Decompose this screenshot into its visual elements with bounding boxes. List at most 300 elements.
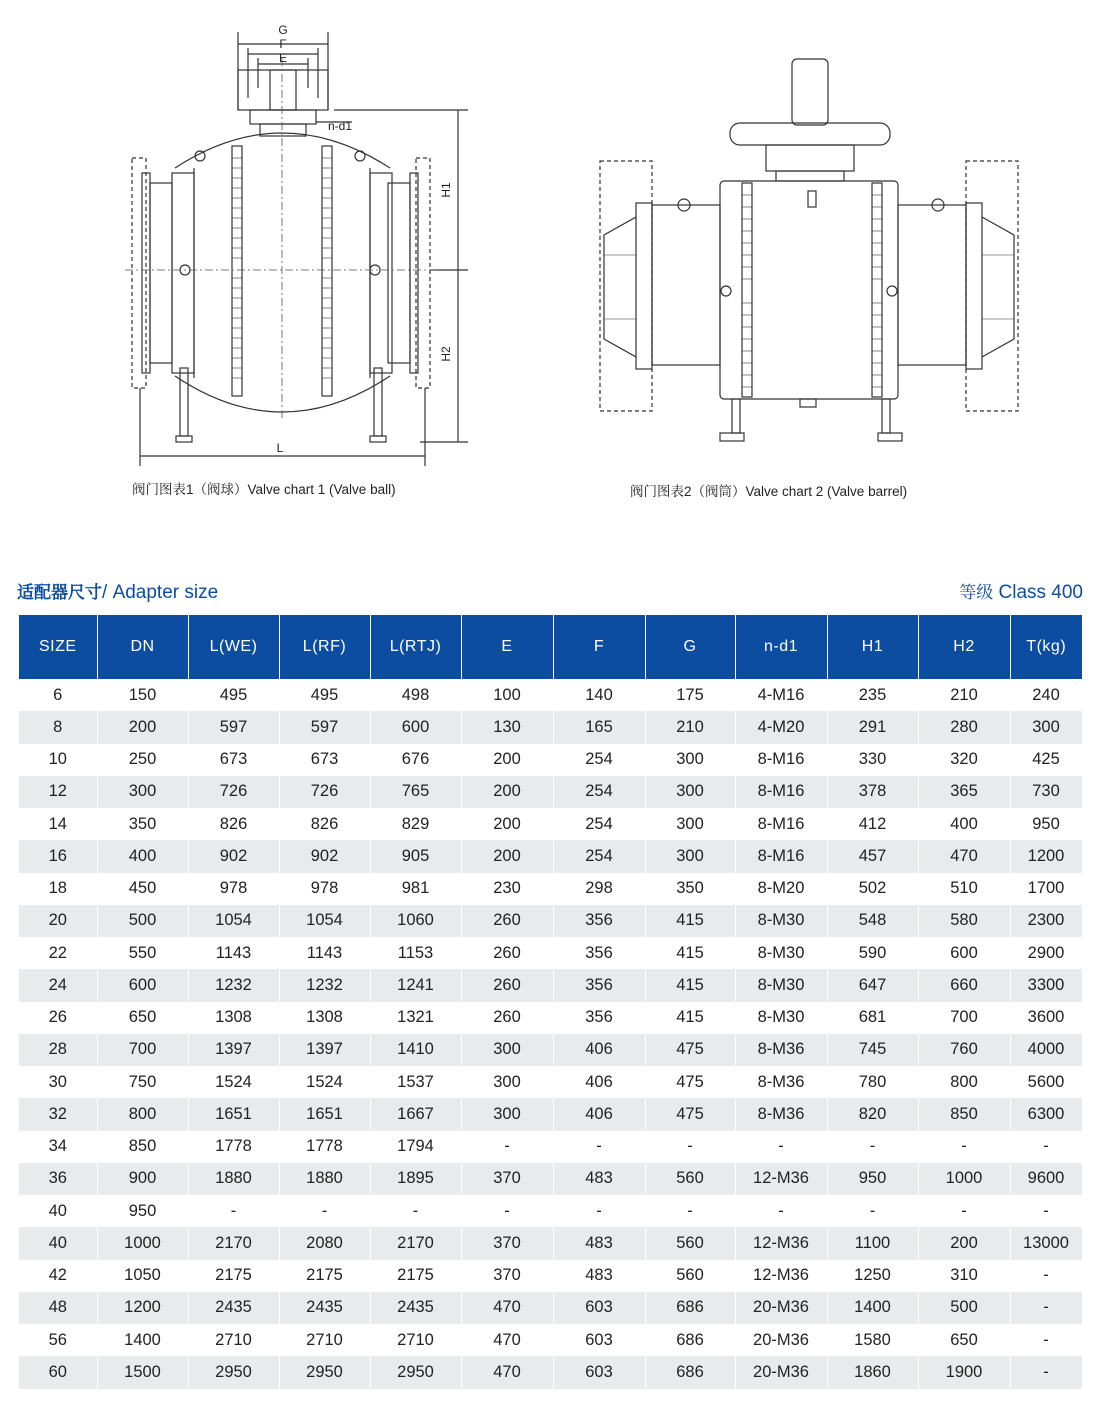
table-cell: 550 [97,937,188,969]
table-cell: 1880 [279,1163,370,1195]
table-cell: 2435 [279,1292,370,1324]
table-cell: 1524 [188,1066,279,1098]
table-cell: 415 [645,969,735,1001]
table-cell: 1054 [279,905,370,937]
table-cell: 495 [279,679,370,711]
column-header: H1 [827,615,918,679]
table-cell: 730 [1010,776,1082,808]
table-cell: 300 [645,840,735,872]
table-cell: 580 [918,905,1010,937]
table-cell: 406 [553,1098,645,1130]
table-cell: 470 [461,1292,553,1324]
table-cell: 300 [1010,711,1082,743]
column-header: n-d1 [735,615,827,679]
title-en: Adapter size [112,582,219,603]
table-cell: 2710 [279,1324,370,1356]
table-cell: 457 [827,840,918,872]
table-cell: 370 [461,1260,553,1292]
table-cell: 8-M30 [735,937,827,969]
table-cell: 760 [918,1034,1010,1066]
table-cell: 4-M16 [735,679,827,711]
table-cell: 370 [461,1227,553,1259]
table-cell: 298 [553,873,645,905]
table-cell: 1397 [188,1034,279,1066]
table-cell: 495 [188,679,279,711]
adapter-size-table [19,615,1083,1389]
table-cell: 820 [827,1098,918,1130]
table-cell: 415 [645,1002,735,1034]
table-cell: 260 [461,1002,553,1034]
table-cell: 1410 [370,1034,461,1066]
table-cell: 350 [97,808,188,840]
dim-e-label: E [278,51,288,65]
table-cell: 603 [553,1324,645,1356]
table-cell: 597 [188,711,279,743]
table-cell: 500 [97,905,188,937]
table-cell: - [1010,1260,1082,1292]
dim-h1-label: H1 [439,182,453,198]
table-cell: 8-M30 [735,905,827,937]
column-header: E [461,615,553,679]
table-cell: 291 [827,711,918,743]
table-cell: 412 [827,808,918,840]
table-cell: 42 [19,1260,97,1292]
table-cell: 280 [918,711,1010,743]
table-cell: 200 [461,776,553,808]
table-cell: 650 [97,1002,188,1034]
table-cell: 356 [553,905,645,937]
valve-ball-caption: 阀门图表1（阀球）Valve chart 1 (Valve ball) [132,482,396,497]
table-cell: 603 [553,1292,645,1324]
table-cell: 425 [1010,744,1082,776]
table-cell: 1500 [97,1356,188,1388]
table-cell: 726 [188,776,279,808]
table-cell: 2080 [279,1227,370,1259]
table-cell: 8 [19,711,97,743]
table-cell: 300 [461,1098,553,1130]
table-row [19,937,1082,969]
table-cell: 356 [553,937,645,969]
table-cell: 240 [1010,679,1082,711]
column-header: H2 [918,615,1010,679]
valve-barrel-svg [590,55,1030,450]
table-cell: 826 [188,808,279,840]
table-cell: 1200 [1010,840,1082,872]
table-cell: 1143 [188,937,279,969]
table-cell: 800 [97,1098,188,1130]
table-cell: 260 [461,969,553,1001]
table-cell: 300 [461,1034,553,1066]
table-cell: 300 [645,744,735,776]
table-cell: 686 [645,1356,735,1388]
table-cell: 20 [19,905,97,937]
table-cell: 254 [553,776,645,808]
table-cell: 406 [553,1066,645,1098]
table-cell: 12-M36 [735,1227,827,1259]
table-row [19,776,1082,808]
table-cell: 200 [461,744,553,776]
table-cell: 1900 [918,1356,1010,1388]
table-cell: 254 [553,744,645,776]
table-cell: 475 [645,1034,735,1066]
table-cell: 902 [279,840,370,872]
table-cell: 8-M30 [735,969,827,1001]
column-header: DN [97,615,188,679]
table-cell: 1778 [279,1131,370,1163]
table-cell: 260 [461,905,553,937]
table-cell: 8-M16 [735,776,827,808]
table-cell: 600 [370,711,461,743]
table-cell: - [461,1195,553,1227]
table-cell: 24 [19,969,97,1001]
table-cell: 1580 [827,1324,918,1356]
table-cell: 978 [279,873,370,905]
table-cell: 660 [918,969,1010,1001]
table-cell: 378 [827,776,918,808]
table-cell: 2175 [188,1260,279,1292]
table-cell: 200 [97,711,188,743]
table-cell: 1000 [918,1163,1010,1195]
table-cell: 4-M20 [735,711,827,743]
table-cell: - [1010,1195,1082,1227]
table-cell: - [1010,1324,1082,1356]
table-cell: - [1010,1292,1082,1324]
table-row [19,1356,1082,1388]
table-cell: 4000 [1010,1034,1082,1066]
table-cell: 850 [97,1131,188,1163]
table-cell: 500 [918,1292,1010,1324]
table-cell: 200 [461,808,553,840]
table-cell: 12-M36 [735,1163,827,1195]
table-cell: 365 [918,776,1010,808]
table-cell: 726 [279,776,370,808]
table-cell: 260 [461,937,553,969]
table-cell: 250 [97,744,188,776]
table-row [19,1131,1082,1163]
table-cell: 905 [370,840,461,872]
table-cell: 2950 [188,1356,279,1388]
table-cell: 40 [19,1195,97,1227]
table-cell: 8-M30 [735,1002,827,1034]
table-cell: - [827,1131,918,1163]
table-cell: 400 [918,808,1010,840]
table-cell: 6300 [1010,1098,1082,1130]
table-row [19,1195,1082,1227]
table-cell: 8-M36 [735,1034,827,1066]
class-rating [959,578,1083,604]
column-header: SIZE [19,615,97,679]
table-cell: - [918,1195,1010,1227]
table-cell: 22 [19,937,97,969]
table-cell: 13000 [1010,1227,1082,1259]
table-cell: 829 [370,808,461,840]
table-cell: 800 [918,1066,1010,1098]
table-cell: 1321 [370,1002,461,1034]
title-separator: / [102,582,108,603]
table-cell: 370 [461,1163,553,1195]
table-cell: 300 [645,776,735,808]
table-cell: 1100 [827,1227,918,1259]
table-cell: 415 [645,905,735,937]
table-cell: 60 [19,1356,97,1388]
table-cell: 2175 [370,1260,461,1292]
table-cell: 2900 [1010,937,1082,969]
table-cell: 1667 [370,1098,461,1130]
table-cell: 1397 [279,1034,370,1066]
table-cell: 36 [19,1163,97,1195]
column-header: T(kg) [1010,615,1082,679]
table-cell: 1308 [279,1002,370,1034]
table-cell: 475 [645,1098,735,1130]
table-cell: 8-M16 [735,840,827,872]
table-cell: 12-M36 [735,1260,827,1292]
table-row [19,969,1082,1001]
table-cell: - [461,1131,553,1163]
table-cell: 475 [645,1066,735,1098]
table-cell: - [735,1195,827,1227]
table-cell: 8-M20 [735,873,827,905]
table-cell: 200 [918,1227,1010,1259]
table-cell: 780 [827,1066,918,1098]
table-row [19,1260,1082,1292]
table-cell: 300 [645,808,735,840]
table-cell: 350 [645,873,735,905]
table-cell: 300 [97,776,188,808]
table-cell: 356 [553,969,645,1001]
table-row [19,873,1082,905]
table-cell: 647 [827,969,918,1001]
table-cell: 548 [827,905,918,937]
table-cell: - [735,1131,827,1163]
table-cell: 140 [553,679,645,711]
table-cell: 750 [97,1066,188,1098]
table-cell: 600 [918,937,1010,969]
table-row [19,711,1082,743]
valve-barrel-drawing [590,55,1030,450]
table-row [19,1163,1082,1195]
table-row [19,808,1082,840]
table-cell: 3300 [1010,969,1082,1001]
table-cell: 8-M16 [735,744,827,776]
table-cell: 950 [97,1195,188,1227]
table-cell: 32 [19,1098,97,1130]
valve-ball-drawing [120,18,480,473]
table-cell: 210 [645,711,735,743]
table-cell: - [1010,1356,1082,1388]
table-cell: 8-M36 [735,1098,827,1130]
table-cell: 470 [461,1324,553,1356]
table-cell: 498 [370,679,461,711]
table-cell: 470 [461,1356,553,1388]
table-cell: 130 [461,711,553,743]
table-cell: 1651 [279,1098,370,1130]
table-cell: 48 [19,1292,97,1324]
table-cell: 2950 [370,1356,461,1388]
table-cell: 590 [827,937,918,969]
table-cell: 650 [918,1324,1010,1356]
table-cell: 1250 [827,1260,918,1292]
table-cell: 200 [461,840,553,872]
table-cell: 18 [19,873,97,905]
table-cell: 1232 [188,969,279,1001]
table-row [19,1034,1082,1066]
table-cell: 20-M36 [735,1292,827,1324]
table-cell: 600 [97,969,188,1001]
table-cell: 902 [188,840,279,872]
table-cell: 26 [19,1002,97,1034]
table-cell: 210 [918,679,1010,711]
table-cell: 9600 [1010,1163,1082,1195]
table-cell: 100 [461,679,553,711]
table-cell: 510 [918,873,1010,905]
table-cell: 1524 [279,1066,370,1098]
table-cell: 20-M36 [735,1324,827,1356]
table-cell: 1153 [370,937,461,969]
table-cell: 1241 [370,969,461,1001]
table-cell: - [553,1131,645,1163]
table-cell: - [827,1195,918,1227]
table-cell: 1778 [188,1131,279,1163]
table-cell: 502 [827,873,918,905]
table-cell: 700 [918,1002,1010,1034]
table-cell: 2710 [370,1324,461,1356]
dim-f-label: F [279,37,287,51]
table-cell: 310 [918,1260,1010,1292]
table-cell: 603 [553,1356,645,1388]
table-cell: 1537 [370,1066,461,1098]
table-cell: 14 [19,808,97,840]
table-cell: 2300 [1010,905,1082,937]
table-cell: 1651 [188,1098,279,1130]
table-cell: 2170 [188,1227,279,1259]
table-cell: - [1010,1131,1082,1163]
table-cell: - [553,1195,645,1227]
table-cell: 483 [553,1163,645,1195]
table-cell: 1232 [279,969,370,1001]
table-cell: 56 [19,1324,97,1356]
table-body [19,679,1082,1389]
table-row [19,679,1082,711]
table-cell: 850 [918,1098,1010,1130]
table-cell: 900 [97,1163,188,1195]
column-header: L(WE) [188,615,279,679]
valve-ball-svg [120,18,480,473]
table-cell: 320 [918,744,1010,776]
table-cell: 483 [553,1227,645,1259]
column-header: L(RF) [279,615,370,679]
table-cell: 2435 [370,1292,461,1324]
table-row [19,1002,1082,1034]
table-cell: 1794 [370,1131,461,1163]
table-cell: 450 [97,873,188,905]
table-cell: - [645,1131,735,1163]
table-cell: 686 [645,1292,735,1324]
table-cell: 300 [461,1066,553,1098]
table-cell: 254 [553,808,645,840]
table-cell: 1400 [97,1324,188,1356]
table-cell: 8-M36 [735,1066,827,1098]
dim-nd1-label: n-d1 [328,119,353,133]
table-cell: 597 [279,711,370,743]
column-header: G [645,615,735,679]
class-en: Class 400 [998,582,1083,603]
section-heading [17,576,1083,608]
column-header: L(RTJ) [370,615,461,679]
table-cell: 1054 [188,905,279,937]
table-cell: 330 [827,744,918,776]
drawings-area [0,0,1100,520]
table-cell: 1050 [97,1260,188,1292]
class-cn: 等级 [959,583,994,603]
table-cell: 34 [19,1131,97,1163]
valve-barrel-caption: 阀门图表2（阀筒）Valve chart 2 (Valve barrel) [630,484,908,499]
title-cn: 适配器尺寸 [17,583,102,603]
table-cell: 950 [1010,808,1082,840]
table-cell: 30 [19,1066,97,1098]
table-cell: 1880 [188,1163,279,1195]
table-cell: 2170 [370,1227,461,1259]
table-cell: 16 [19,840,97,872]
table-row [19,840,1082,872]
table-cell: 1143 [279,937,370,969]
table-cell: 235 [827,679,918,711]
table-cell: 6 [19,679,97,711]
table-cell: - [188,1195,279,1227]
table-cell: 765 [370,776,461,808]
table-cell: 686 [645,1324,735,1356]
table-cell: 1700 [1010,873,1082,905]
table-cell: 483 [553,1260,645,1292]
table-cell: 1060 [370,905,461,937]
adapter-size-title [17,578,218,604]
table-cell: 165 [553,711,645,743]
table-cell: 1895 [370,1163,461,1195]
table-cell: - [279,1195,370,1227]
table-cell: 40 [19,1227,97,1259]
table-cell: 2435 [188,1292,279,1324]
table-cell: 230 [461,873,553,905]
table-cell: 1200 [97,1292,188,1324]
table-cell: 8-M16 [735,808,827,840]
table-cell: 700 [97,1034,188,1066]
table-cell: 175 [645,679,735,711]
table-cell: - [370,1195,461,1227]
table-cell: 1000 [97,1227,188,1259]
table-row [19,1066,1082,1098]
table-cell: 470 [918,840,1010,872]
table-cell: 2710 [188,1324,279,1356]
table-row [19,905,1082,937]
table-cell: 981 [370,873,461,905]
table-cell: 978 [188,873,279,905]
table-cell: 1860 [827,1356,918,1388]
table-cell: 560 [645,1163,735,1195]
table-cell: 400 [97,840,188,872]
table-header-row [19,615,1082,679]
table-cell: 356 [553,1002,645,1034]
table-row [19,744,1082,776]
table-row [19,1098,1082,1130]
table-cell: 673 [188,744,279,776]
table-cell: 2175 [279,1260,370,1292]
table-cell: 10 [19,744,97,776]
table-cell: 560 [645,1260,735,1292]
table-cell: - [645,1195,735,1227]
table-cell: 150 [97,679,188,711]
dim-h2-label: H2 [439,346,453,362]
table-cell: 745 [827,1034,918,1066]
table-cell: 254 [553,840,645,872]
